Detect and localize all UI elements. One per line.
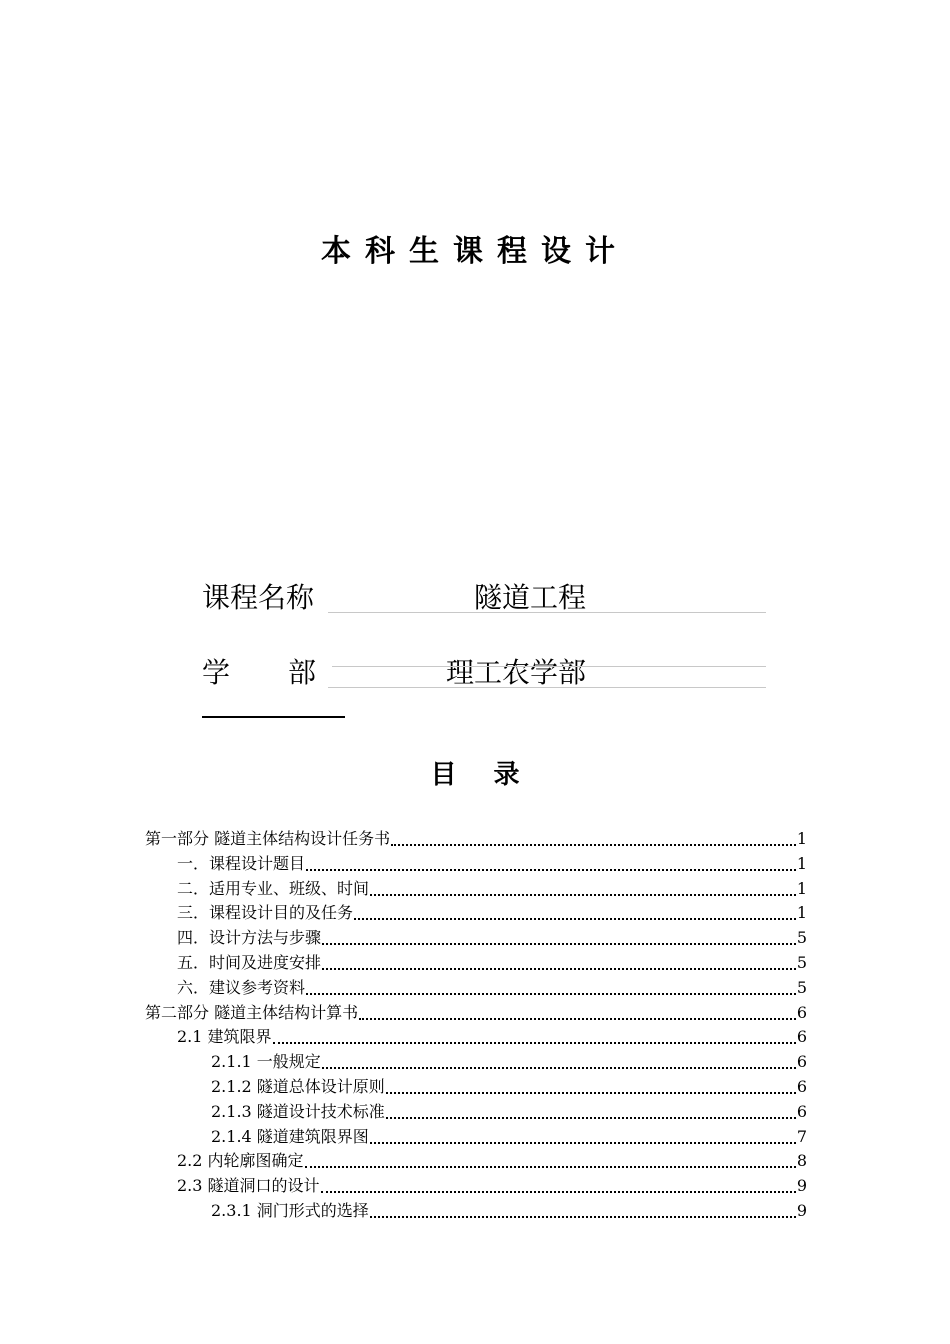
toc-entry-text: 一．课程设计题目 [177, 853, 306, 873]
toc-entry-page: 8 [796, 1151, 807, 1171]
toc-entry-page: 6 [796, 1076, 807, 1096]
toc-entry-page: 1 [796, 903, 807, 923]
toc-entry-page: 1 [796, 878, 807, 898]
course-name-label: 课程名称 [202, 581, 315, 614]
toc-entry-page: 6 [796, 1002, 807, 1022]
short-rule [202, 716, 345, 718]
toc-entry-text: 第一部分 隧道主体结构设计任务书 [145, 829, 391, 848]
document-title: 本科生课程设计 [321, 234, 629, 269]
toc-entry-text: 第二部分 隧道主体结构计算书 [145, 1002, 359, 1022]
department-row [202, 655, 768, 695]
toc-entry-text: 2.1.3 隧道设计技术标准 [211, 1101, 385, 1121]
toc-entry-text: 六．建议参考资料 [177, 977, 306, 997]
toc-entry-page: 6 [796, 1052, 807, 1072]
toc-title-char-2: 录 [493, 760, 520, 790]
toc-leader [359, 998, 796, 1020]
course-name-value: 隧道工程 [474, 581, 587, 614]
toc-entry-text: 2.3 隧道洞口的设计 [177, 1176, 320, 1196]
toc-entry-page: 1 [796, 829, 807, 848]
toc-entry-page: 7 [796, 1126, 807, 1146]
toc-leader [321, 1171, 796, 1193]
toc-entry[interactable] [145, 822, 807, 847]
toc-leader [391, 824, 796, 846]
toc-entry-text: 2.3.1 洞门形式的选择 [211, 1200, 369, 1220]
toc-entry-page: 6 [796, 1027, 807, 1047]
toc-entry-text: 2.1.4 隧道建筑限界图 [211, 1126, 369, 1146]
toc-entry-page: 9 [796, 1200, 807, 1220]
toc-leader [370, 874, 796, 896]
toc-leader [322, 1047, 796, 1069]
toc-entry-page: 9 [796, 1176, 807, 1196]
department-underline [328, 687, 766, 688]
toc-entry-page: 5 [796, 977, 807, 997]
toc-title [0, 757, 950, 793]
toc-entry-page: 6 [796, 1101, 807, 1121]
toc-leader [370, 1122, 796, 1144]
toc-leader [273, 1022, 796, 1044]
toc-leader [306, 849, 796, 871]
toc-entry-text: 五．时间及进度安排 [177, 952, 322, 972]
toc-entry-text: 四．设计方法与步骤 [177, 928, 322, 948]
toc-entry-text: 2.1.2 隧道总体设计原则 [211, 1076, 385, 1096]
table-of-contents [145, 822, 807, 1219]
toc-entry-page: 5 [796, 952, 807, 972]
toc-entry-text: 三．课程设计目的及任务 [177, 903, 354, 923]
department-value: 理工农学部 [446, 656, 587, 689]
department-label-char-2: 部 [287, 656, 316, 689]
toc-leader [306, 973, 796, 995]
toc-entry-text: 2.2 内轮廓图确定 [177, 1151, 304, 1171]
toc-leader [370, 1196, 796, 1218]
toc-leader [386, 1097, 796, 1119]
course-name-underline [328, 612, 766, 613]
department-label-char-1: 学 [202, 656, 231, 689]
toc-leader [322, 923, 796, 945]
toc-leader [322, 948, 796, 970]
toc-leader [386, 1072, 796, 1094]
toc-entry-page: 5 [796, 928, 807, 948]
toc-entry-text: 2.1.1 一般规定 [211, 1052, 321, 1072]
toc-title-char-1: 目 [430, 760, 457, 790]
department-label [202, 655, 316, 691]
toc-leader [354, 898, 796, 920]
course-name-row [202, 580, 768, 620]
toc-entry-page: 1 [796, 853, 807, 873]
toc-entry-text: 二．适用专业、班级、时间 [177, 878, 370, 898]
toc-leader [305, 1146, 796, 1168]
department-overline [332, 666, 766, 667]
toc-entry-text: 2.1 建筑限界 [177, 1027, 272, 1047]
